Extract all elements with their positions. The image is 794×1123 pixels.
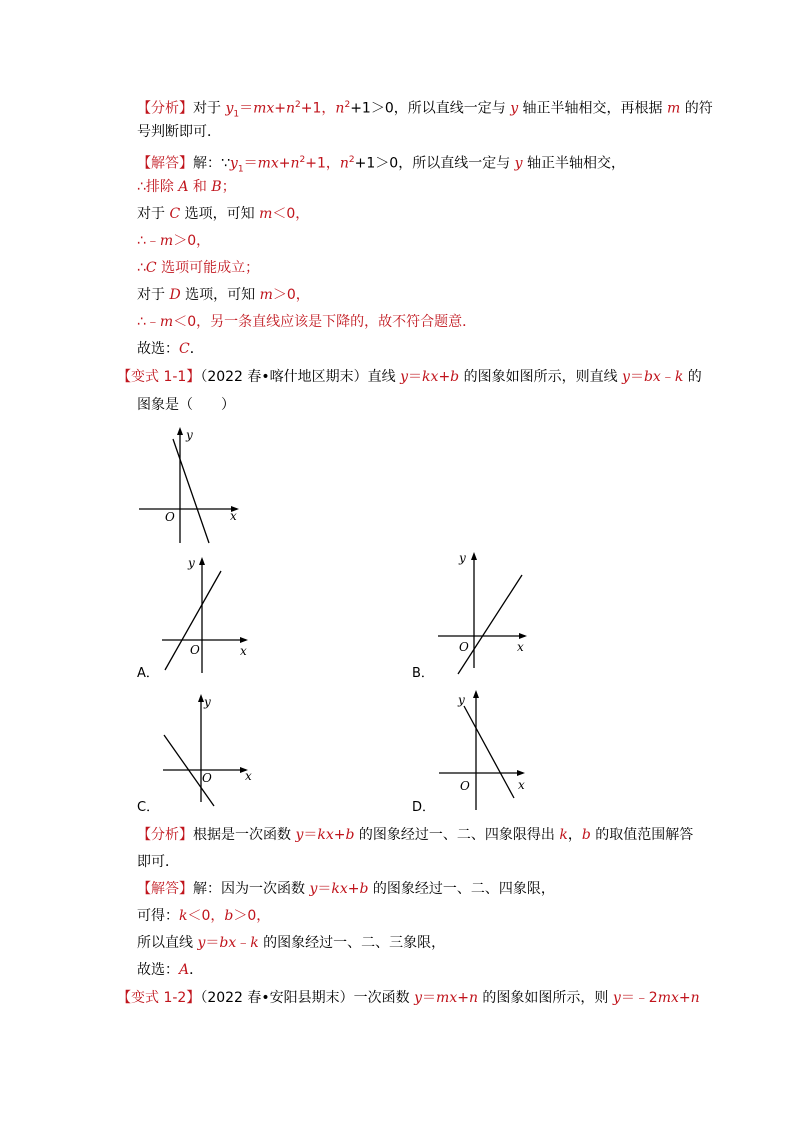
answer-2-line-4: 故选：A． (137, 962, 204, 978)
answer-1-line-5: ∴C 选项可能成立； (137, 260, 260, 276)
y-axis-arrow (177, 427, 183, 435)
analysis-2-line-1: 【分析】根据是一次函数 y＝kx+b 的图象经过一、二、四象限得出 k，b 的取值范围解答 (137, 827, 694, 843)
question-graph (135, 425, 250, 545)
answer-1-line-6: 对于 D 选项，可知 m＞0， (137, 287, 310, 303)
origin-label: O (459, 640, 469, 654)
analysis-2-line-2: 即可． (137, 854, 179, 870)
answer-1-line-2: ∴排除 A 和 B； (137, 179, 236, 195)
analysis-tag: 【分析】 (137, 100, 193, 117)
y-label: y (188, 556, 195, 570)
answer-2-line-3: 所以直线 y＝bx﹣k 的图象经过一、二、三象限， (137, 935, 446, 951)
y-label: y (186, 428, 193, 442)
graph-line (458, 575, 522, 674)
origin-label: O (460, 779, 470, 793)
y-axis-arrow (471, 552, 477, 560)
graph-line (464, 706, 514, 798)
option-c-graph[interactable] (160, 690, 260, 810)
origin-label: O (165, 510, 175, 524)
option-a-graph[interactable] (160, 553, 260, 675)
x-axis-arrow (240, 637, 248, 643)
analysis-1-line-2: 号判断即可． (137, 124, 221, 140)
origin-label: O (190, 643, 200, 657)
origin-label: O (202, 771, 212, 785)
y-axis-arrow (473, 690, 479, 698)
option-b-label[interactable]: B． (412, 666, 434, 681)
y-label: y (204, 695, 211, 709)
x-label: x (517, 640, 524, 654)
graph-line (173, 439, 209, 543)
variant-tag: 【变式 1-2】 (117, 990, 201, 1006)
y-label: y (459, 551, 466, 565)
answer-tag: 【解答】 (137, 155, 193, 172)
answer-tag: 【解答】 (137, 881, 193, 897)
answer-1-line-3: 对于 C 选项，可知 m＜0， (137, 206, 310, 222)
x-label: x (230, 509, 237, 523)
variant-1-1-question-line-2: 图象是（ ） (137, 397, 235, 413)
x-label: x (245, 769, 252, 783)
answer-1-line-7: ∴﹣m＜0，另一条直线应该是下降的，故不符合题意． (137, 314, 477, 330)
option-a-label[interactable]: A． (137, 666, 159, 681)
analysis-1-line-1: 【分析】对于 $y_1=mx+n^2+1$，$n^2+1>0$，所以直线一定与 y 轴正半轴相交，再根据 m 的符 (137, 100, 713, 120)
option-d-graph[interactable] (436, 686, 536, 814)
option-c-label[interactable]: C． (137, 800, 160, 815)
variant-1-1-question-line-1: 【变式 1-1】（2022 春•喀什地区期末）直线 y＝kx+b 的图象如图所示，则直线 y＝bx﹣k 的 (117, 369, 702, 385)
answer-2-line-1: 【解答】解：因为一次函数 y＝kx+b 的图象经过一、二、四象限， (137, 881, 555, 897)
answer-1-line-1: 【解答】解：$\because y_1=mx+n^2+1$，$n^2+1>0$，所以直线一定与 y 轴正半轴相交， (137, 155, 626, 175)
answer-1-line-4: ∴﹣m＞0， (137, 233, 211, 249)
x-axis-arrow (519, 633, 527, 639)
x-label: x (240, 644, 247, 658)
analysis-tag: 【分析】 (137, 827, 193, 843)
x-axis-arrow (517, 770, 525, 776)
option-b-graph[interactable] (435, 548, 535, 678)
variant-tag: 【变式 1-1】 (117, 369, 201, 385)
y-axis-arrow (199, 557, 205, 565)
answer-1-line-8: 故选：C． (137, 341, 204, 357)
option-d-label[interactable]: D． (412, 800, 436, 815)
answer-2-line-2: 可得：k＜0，b＞0， (137, 908, 271, 924)
y-label: y (458, 693, 465, 707)
variant-1-2-question-line-1: 【变式 1-2】（2022 春•安阳县期末）一次函数 y＝mx+n 的图象如图所示，则 y＝﹣2mx+n (117, 990, 700, 1006)
x-label: x (518, 778, 525, 792)
